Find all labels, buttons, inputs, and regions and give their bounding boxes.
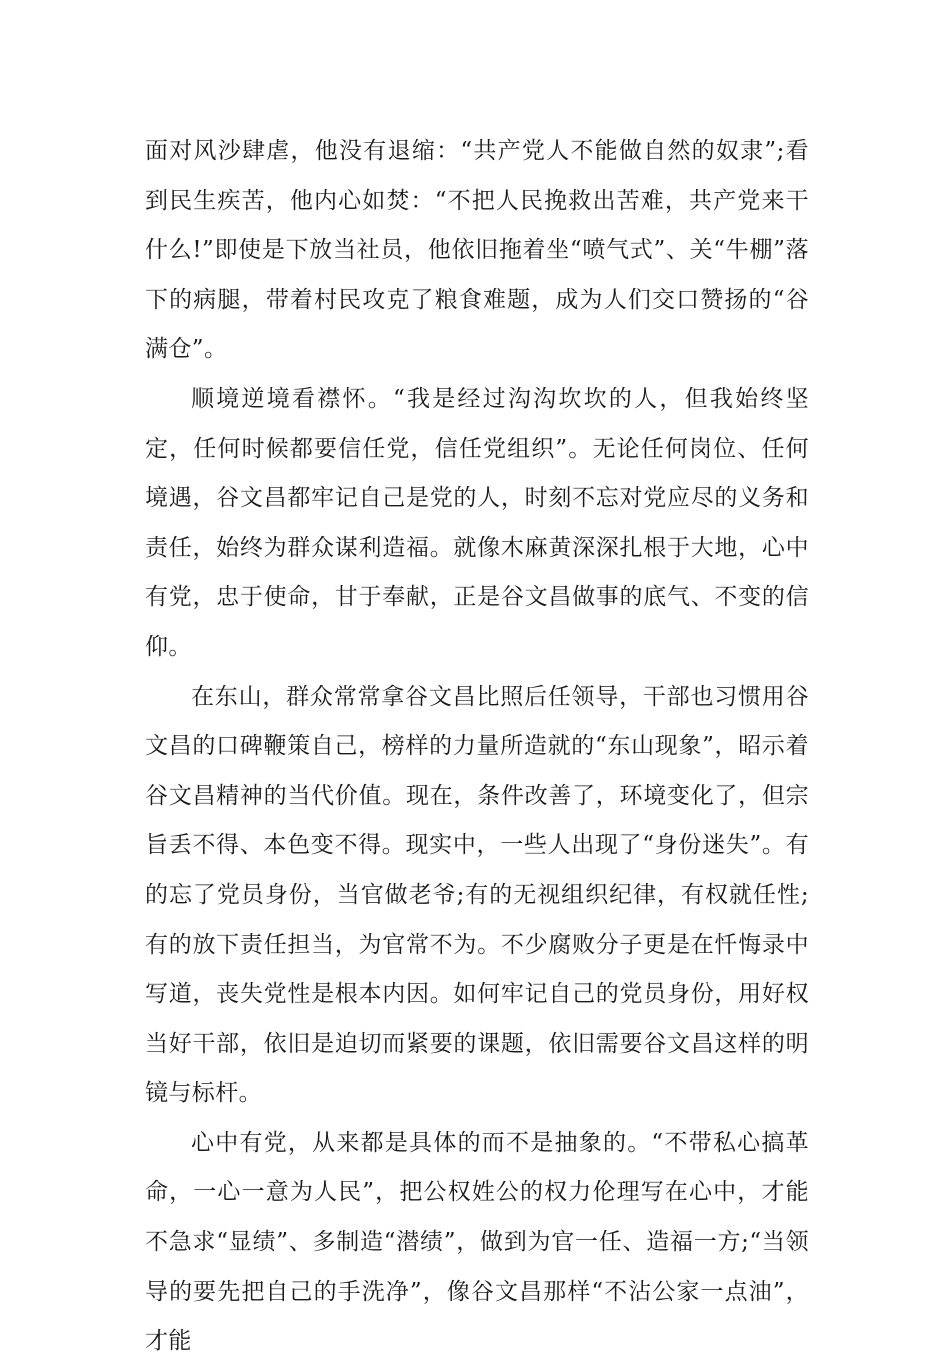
paragraph-1: 面对风沙肆虐，他没有退缩：“共产党人不能做自然的奴隶”;看到民生疾苦，他内心如焚：“不把人民挽救出苦难，共产党来干什么!”即使是下放当社员，他依旧拖着坐“喷气式”、关“牛棚”落下的病腿，带着村民攻克了粮食难题，成为人们交口赞扬的“谷满仓”。 (145, 138, 809, 363)
document-body (145, 127, 809, 1367)
paragraph-4: 心中有党，从来都是具体的而不是抽象的。“不带私心搞革命，一心一意为人民”，把公权姓公的权力伦理写在心中，才能不急求“显绩”、多制造“潜绩”，做到为官一任、造福一方;“当领导的要先把自己的手洗净”，像谷文昌那样“不沾公家一点油”，才能 (145, 1129, 809, 1355)
paragraph-3: 在东山，群众常常拿谷文昌比照后任领导，干部也习惯用谷文昌的口碑鞭策自己，榜样的力量所造就的“东山现象”，昭示着谷文昌精神的当代价值。现在，条件改善了，环境变化了，但宗旨丢不得、本色变不得。现实中，一些人出现了“身份迷失”。有的忘了党员身份，当官做老爷;有的无视组织纪律，有权就任性;有的放下责任担当，为官常不为。不少腐败分子更是在忏悔录中写道，丧失党性是根本内因。如何牢记自己的党员身份，用好权当好干部，依旧是迫切而紧要的课题，依旧需要谷文昌这样的明镜与标杆。 (145, 683, 809, 1107)
paragraph-2: 顺境逆境看襟怀。“我是经过沟沟坎坎的人，但我始终坚定，任何时候都要信任党，信任党组织”。无论任何岗位、任何境遇，谷文昌都牢记自己是党的人，时刻不忘对党应尽的义务和责任，始终为群众谋利造福。就像木麻黄深深扎根于大地，心中有党，忠于使命，甘于奉献，正是谷文昌做事的底气、不变的信仰。 (145, 385, 809, 660)
